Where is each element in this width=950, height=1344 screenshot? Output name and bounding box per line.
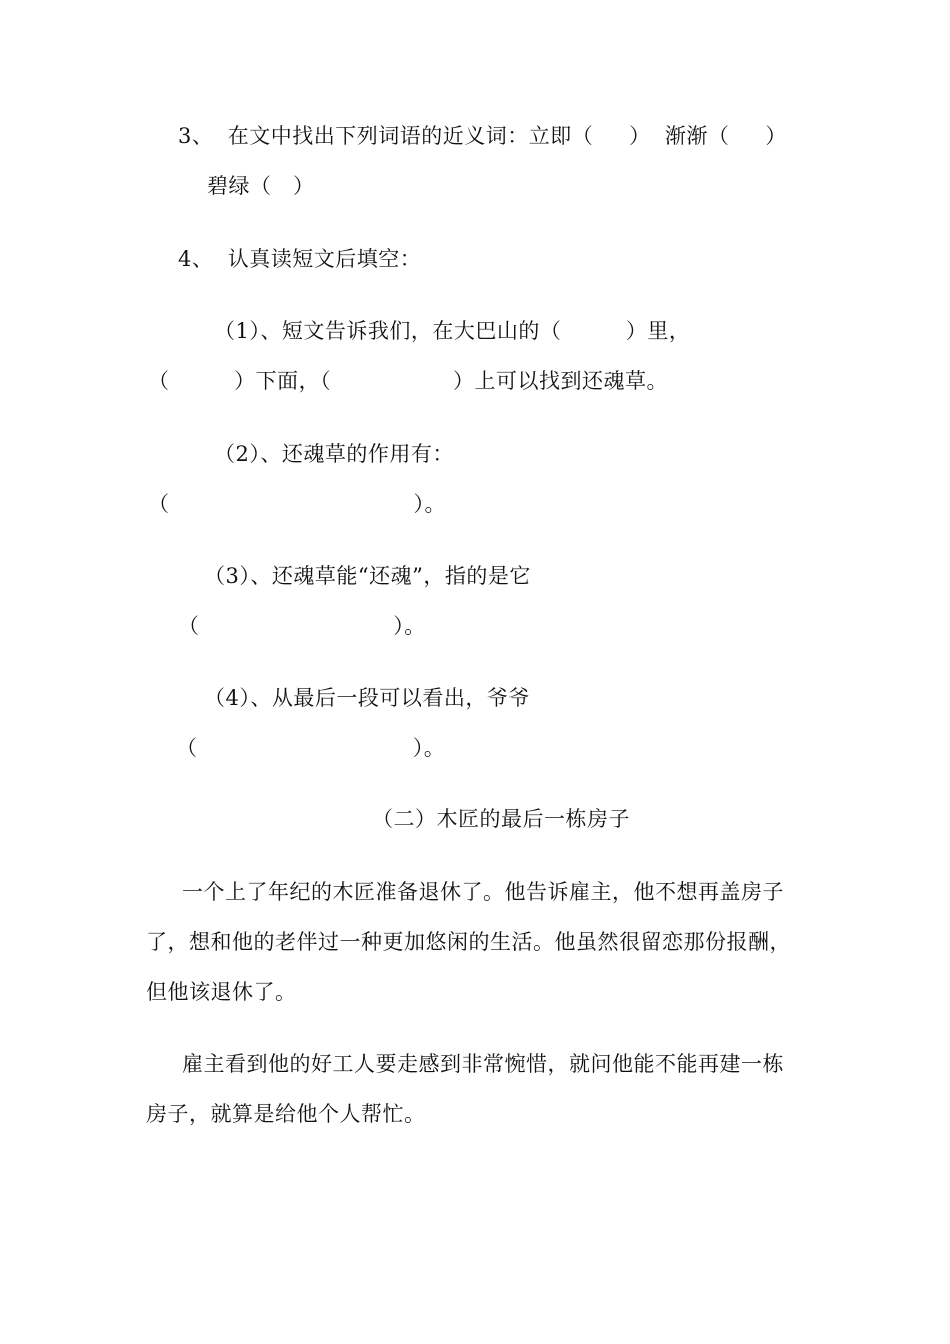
section-2-paragraph-2-line-2: 房子，就算是给他个人帮忙。 xyxy=(146,1102,426,1126)
question-4-item-3-line-1: （3）、还魂草能“还魂”，指的是它 xyxy=(204,564,531,588)
section-2-paragraph-1-line-1: 一个上了年纪的木匠准备退休了。他告诉雇主，他不想再盖房子 xyxy=(182,880,784,904)
section-2-paragraph-2-line-1: 雇主看到他的好工人要走感到非常惋惜，就问他能不能再建一栋 xyxy=(182,1052,784,1076)
section-2-paragraph-1-line-3: 但他该退休了。 xyxy=(146,980,297,1004)
section-2-title: （二）木匠的最后一栋房子 xyxy=(372,807,630,831)
section-2-paragraph-1-line-2: 了，想和他的老伴过一种更加悠闲的生活。他虽然很留恋那份报酬， xyxy=(146,930,791,954)
question-3-line-1: 3、 在文中找出下列词语的近义词：立即（ ） 渐渐（ ） xyxy=(178,124,787,148)
question-4-item-1-line-2: （ ）下面，（ ）上可以找到还魂草。 xyxy=(148,369,669,393)
question-4-item-4-line-1: （4）、从最后一段可以看出，爷爷 xyxy=(204,686,530,710)
question-4-item-3-line-2: （ ）。 xyxy=(178,614,426,638)
question-4-heading: 4、 认真读短文后填空： xyxy=(178,247,422,271)
question-3-line-2: 碧绿（ ） xyxy=(207,174,315,198)
question-4-item-4-line-2: （ ）。 xyxy=(176,736,446,760)
question-4-item-2-line-1: （2）、还魂草的作用有： xyxy=(214,442,454,466)
question-4-item-2-line-2: （ ）。 xyxy=(148,492,446,516)
question-4-item-1-line-1: （1）、短文告诉我们，在大巴山的（ ）里， xyxy=(214,319,691,343)
